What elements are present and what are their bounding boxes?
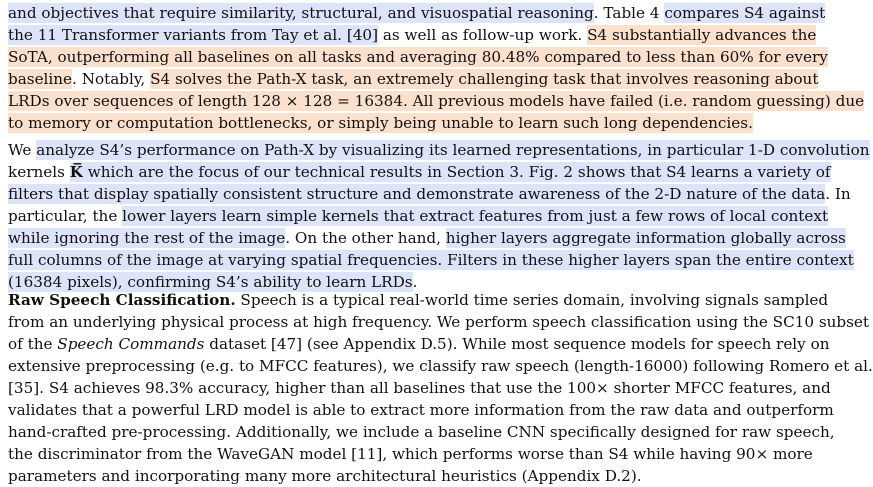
text-line [8, 68, 819, 90]
text-line [8, 2, 826, 24]
highlight-blue: higher layers aggregate information globally across [445, 229, 846, 247]
highlight-orange: SoTA, outperforming all baselines on all tasks and averaging 80.48% compared to less than 60% for every [8, 48, 828, 66]
text-span: kernels [8, 163, 70, 181]
text-span: dataset [47] (see Appendix D.5). While most sequence models for speech rely on [204, 335, 830, 353]
text-span: validates that a powerful LRD model is able to extract more information from the raw data and outperform [8, 401, 834, 419]
highlight-blue: full columns of the image at varying spatial frequencies. Filters in these higher layers span the entire context [8, 251, 854, 269]
text-span: . [412, 273, 418, 291]
text-line [8, 421, 835, 443]
highlight-blue: which are the focus of our technical results in Section 3. Fig. 2 shows that [82, 163, 667, 181]
text-span: . Notably, [72, 70, 151, 88]
text-line [8, 333, 830, 355]
text-span: parameters and incorporating many more architectural heuristics (Appendix D.2). [8, 467, 642, 485]
highlight-blue: S4 learns a variety of [666, 163, 831, 181]
highlight-blue: analyze S4’s performance on Path-X by visualizing its learned representations, in particular 1-D convolution [36, 141, 870, 159]
text-span: hand-crafted pre-processing. Additionally, we include a baseline CNN specifically designed for raw speech, [8, 423, 835, 441]
highlight-blue: and objectives that require similarity, structural, and visuospatial reasoning [8, 4, 594, 22]
highlight-blue: the 11 Transformer variants from Tay et al. [40] [8, 26, 379, 44]
italic-term: Speech Commands [57, 335, 205, 353]
text-line [8, 399, 834, 421]
text-line [8, 377, 831, 399]
text-span: We [8, 141, 37, 159]
text-span: as well as follow-up work. [378, 26, 588, 44]
section-heading: Raw Speech Classification. [8, 291, 236, 309]
text-span: . On the other hand, [285, 229, 446, 247]
text-span: particular, the [8, 207, 123, 225]
highlight-blue: lower layers learn simple kernels that extract features from just a few rows of local context [122, 207, 829, 225]
text-span: [35]. S4 achieves 98.3% accuracy, higher than all baselines that use the 100× shorter MFCC features, and [8, 379, 831, 397]
text-line [8, 90, 865, 112]
highlight-orange: S4 solves the Path-X task, an extremely challenging task that involves reasoning about [150, 70, 819, 88]
highlight-orange: to memory or computation bottlenecks, or simply being unable to learn such long dependencies. [8, 114, 753, 132]
text-span: the discriminator from the WaveGAN model [11], which performs worse than S4 while having 90× more [8, 445, 813, 463]
text-line [8, 465, 807, 487]
highlight-blue: (16384 pixels), confirming S4’s ability to learn LRDs [8, 273, 413, 291]
text-line [8, 355, 873, 377]
text-line [8, 227, 846, 249]
text-span: Speech is a typical real-world time series domain, involving signals sampled [235, 291, 829, 309]
highlight-orange: baseline [8, 70, 73, 88]
text-span: . Table 4 [593, 4, 665, 22]
text-span: of the [8, 335, 58, 353]
text-line [8, 443, 813, 465]
text-line [8, 24, 817, 46]
highlight-blue: while ignoring the rest of the image [8, 229, 286, 247]
text-span: from an underlying physical process at high frequency. We perform speech classification using the SC10 subset [8, 313, 870, 331]
highlight-orange: S4 substantially advances the [587, 26, 817, 44]
text-line [8, 289, 829, 311]
text-line [8, 311, 870, 333]
text-line [8, 205, 829, 227]
highlight-blue: K̅ [69, 163, 83, 181]
highlight-blue: filters that display spatially consistent structure and demonstrate awareness of the 2-D nature of the data [8, 185, 826, 203]
text-line [8, 249, 854, 271]
text-line [8, 139, 870, 161]
highlight-orange: LRDs over sequences of length 128 × 128 = 16384. All previous models have failed (i.e. random guessing) due [8, 92, 865, 110]
text-line [8, 161, 831, 183]
text-span: . In [825, 185, 851, 203]
text-line [8, 112, 807, 134]
text-line [8, 183, 851, 205]
highlight-blue: compares S4 against [664, 4, 826, 22]
text-span: extensive preprocessing (e.g. to MFCC features), we classify raw speech (length-16000) following Romero et al. [8, 357, 873, 375]
text-line [8, 46, 828, 68]
